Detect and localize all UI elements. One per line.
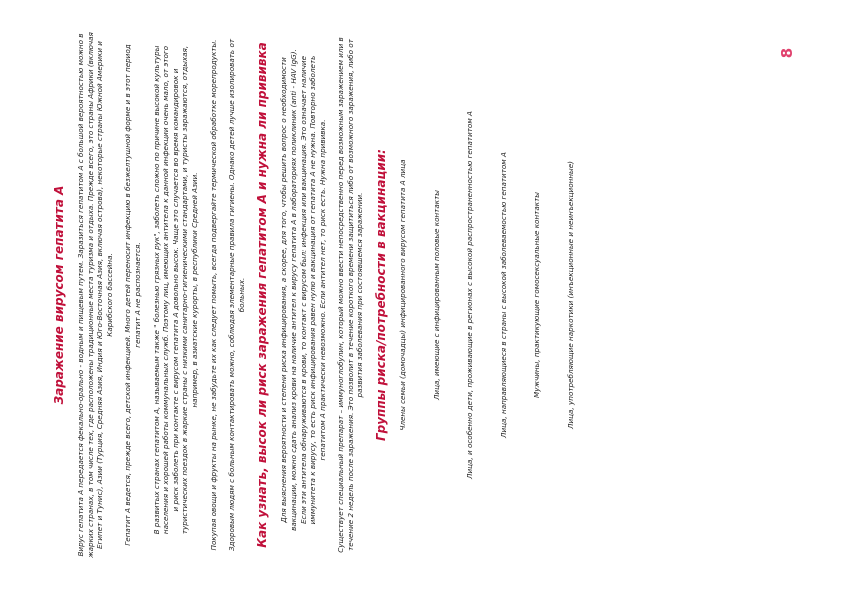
paragraph-market-food: Покупая овощи и фрукты на рынке, не забудьте их как следует помыть, всегда подвергайте термической обработке морепродукты. (208, 39, 218, 551)
risk-item: Мужчины, практикующие гомосексуальные контакты (532, 192, 542, 398)
paragraph-transmission: Вирус гепатита А передается фекально-орально - водным и пищевым путем. Заразиться гепатитом А с большой вероятностью можно в жарких странах, в том числе тех, где расположены традиционные места туризма и отдыха. Прежде всего, это страны Африки (включая Египет и Тунис), Азии (Турция, Средняя Азия, Индия и Юго-Восточная Азия, включая острова), некоторые страны Южной Америки и Карибского бассейна. (76, 32, 114, 558)
section-title-risk-groups: Группы риска/потребности в вакцинации: (374, 149, 389, 442)
risk-item: Лица, имеющие с инфицированным половые контакты (431, 190, 441, 400)
risk-item: Лица, употребляющие наркотики (инъекционные и неинъекционные) (566, 161, 576, 429)
page-number: 8 (777, 47, 796, 59)
rotated-document (52, 30, 782, 560)
paragraph-children: Гепатит А ведется, прежде всего, детской инфекцией. Много детей переносит инфекцию в безжелтушной форме и в этот период гепатит А не распознается. (123, 44, 142, 546)
section-title-infection: Заражение вирусом гепатита А (52, 185, 66, 405)
paragraph-antibodies: Для выяснения вероятности и степени риска инфицирования, а скорее, для того, чтобы решить вопрос о необходимости вакцинации, можно сдать анализ крови на наличие антител к вирусу гепатита А в лабораториях поликлиник (anti - HAV IgG). Если эти антитела обнаруживаются в крови, то контакт с вирусом был: инфекция или вакцинация. Это означает наличие иммунитета к вирусу, то есть риск инфицирования равен нулю и вакцинация от гепатита А не нужна. Повторно заболеть гепатитом А практически невозможно. Если антител нет, то риск есть. Нужна прививка. (279, 49, 327, 531)
risk-item: Лица, направляющиеся в страны с высокой заболеваемостью гепатитом А (498, 152, 508, 438)
section-title-risk: Как узнать, высок ли риск заражения гепатитом А и нужна ли прививка (255, 42, 270, 548)
paragraph-developed-countries: В развитых странах гепатитом А, называемым также " болезнью грязных рук", заболеть сложно по причине высокой культуры населения и хорошей работы коммунальных служб. Поэтому лиц, имеющих антитела к данной инфекции очень мало, от этого и риск заболеть при контакте с вирусом гепатита А довольно высок. Чаще это случается во время командировок и туристических поездок в жаркие страны с низкими санитарно-гигиеническими стандартами, и туристы заражаются, отдыхая, например, в азиатские курорты, в республики Средней Азии. (151, 45, 199, 535)
risk-item: Лица, и особенно дети, проживающие в регионах с высокой распространенностью гепатитом А (465, 111, 475, 479)
paragraph-immunoglobulin: Существует специальный препарат – иммуноглобулин, который можно ввести непосредственно перед возможным заражением или в течение 2 недель после заражения. Это позволит в течение короткого времени защититься либо от возможного заражения, либо от развития заболевания при состоявшемся заражении. (336, 37, 365, 553)
risk-item: Члены семьи (домочадцы) инфицированного вирусом гепатита А лица (398, 159, 408, 431)
document-content (52, 30, 576, 560)
paragraph-contact: Здоровым людям с больным контактировать можно, соблюдая элементарные правила гигиены. Однако детей лучше изолировать от больных. (227, 38, 246, 552)
